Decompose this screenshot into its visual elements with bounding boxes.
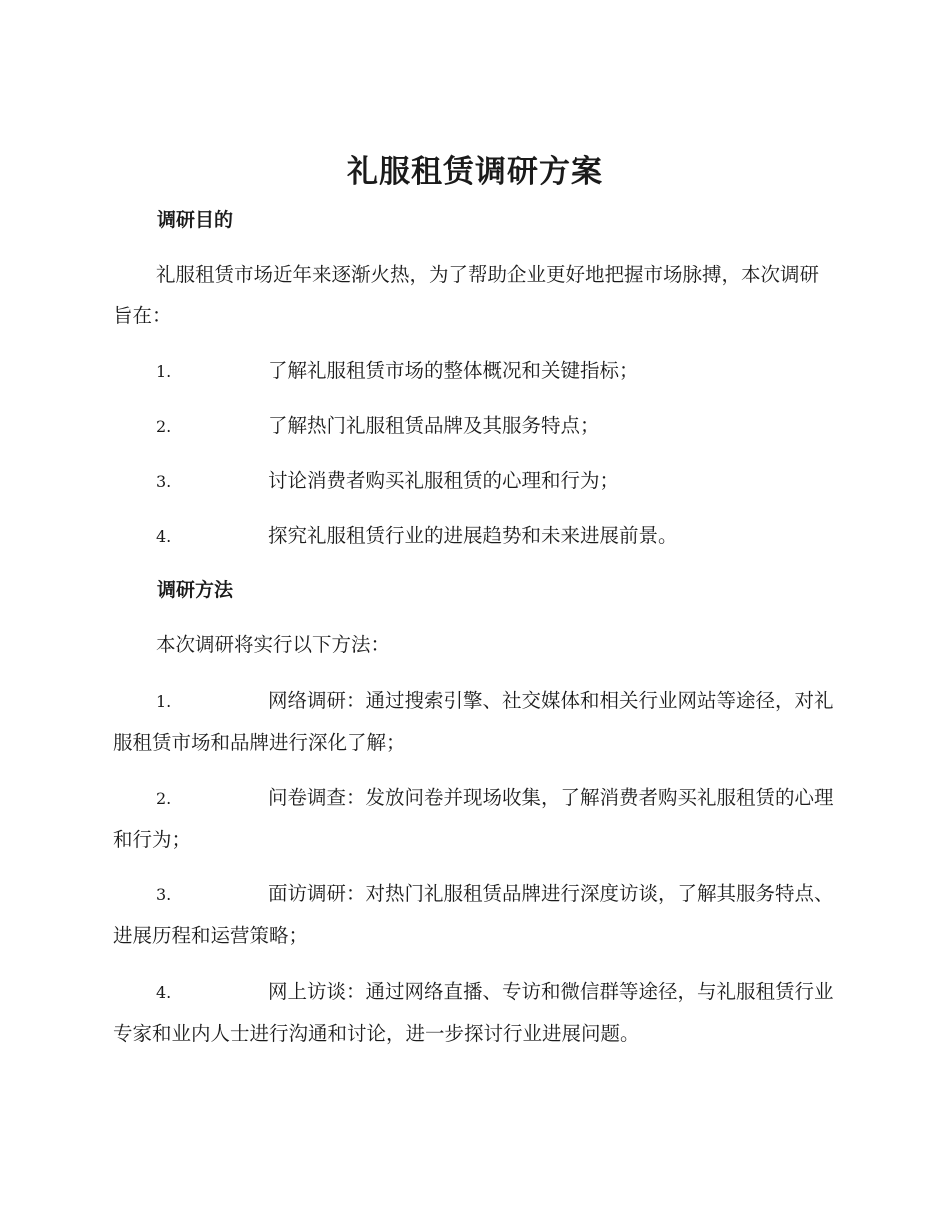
list-item-text: 了解礼服租赁市场的整体概况和关键指标；	[268, 359, 639, 382]
list-item	[113, 460, 835, 502]
document-title: 礼服租赁调研方案	[347, 154, 603, 190]
list-item-text: 网上访谈：通过网络直播、专访和微信群等途径，与礼服租赁行业专家和业内人士进行沟通和讨论，进一步探讨行业进展问题。	[113, 980, 834, 1045]
list-item-number: 4.	[156, 527, 172, 546]
section-intro-method: 本次调研将实行以下方法：	[156, 633, 391, 656]
list-item	[113, 405, 835, 447]
section-heading-method: 调研方法	[157, 579, 234, 601]
list-item-number: 4.	[156, 983, 172, 1002]
list-item	[113, 777, 835, 860]
list-item-number: 2.	[156, 417, 172, 436]
list-item	[113, 515, 835, 557]
list-item-text: 讨论消费者购买礼服租赁的心理和行为；	[268, 469, 620, 492]
list-item-number: 1.	[156, 362, 172, 381]
list-item-text: 了解热门礼服租赁品牌及其服务特点；	[268, 414, 600, 437]
list-item	[113, 873, 835, 956]
list-item-text: 网络调研：通过搜索引擎、社交媒体和相关行业网站等途径，对礼服租赁市场和品牌进行深化了解；	[113, 689, 834, 754]
list-item-text: 探究礼服租赁行业的进展趋势和未来进展前景。	[268, 524, 678, 547]
list-item-text: 问卷调查：发放问卷并现场收集，了解消费者购买礼服租赁的心理和行为；	[113, 786, 834, 851]
list-item-number: 3.	[156, 885, 172, 904]
section-heading-purpose: 调研目的	[157, 209, 234, 231]
section-intro-purpose: 礼服租赁市场近年来逐渐火热，为了帮助企业更好地把握市场脉搏，本次调研旨在：	[113, 263, 820, 327]
list-item-number: 3.	[156, 472, 172, 491]
list-item	[113, 971, 835, 1054]
list-item	[113, 680, 835, 763]
list-item	[113, 350, 835, 392]
list-item-number: 2.	[156, 789, 172, 808]
list-item-text: 面访调研：对热门礼服租赁品牌进行深度访谈，了解其服务特点、进展历程和运营策略；	[113, 882, 834, 947]
list-item-number: 1.	[156, 692, 172, 711]
